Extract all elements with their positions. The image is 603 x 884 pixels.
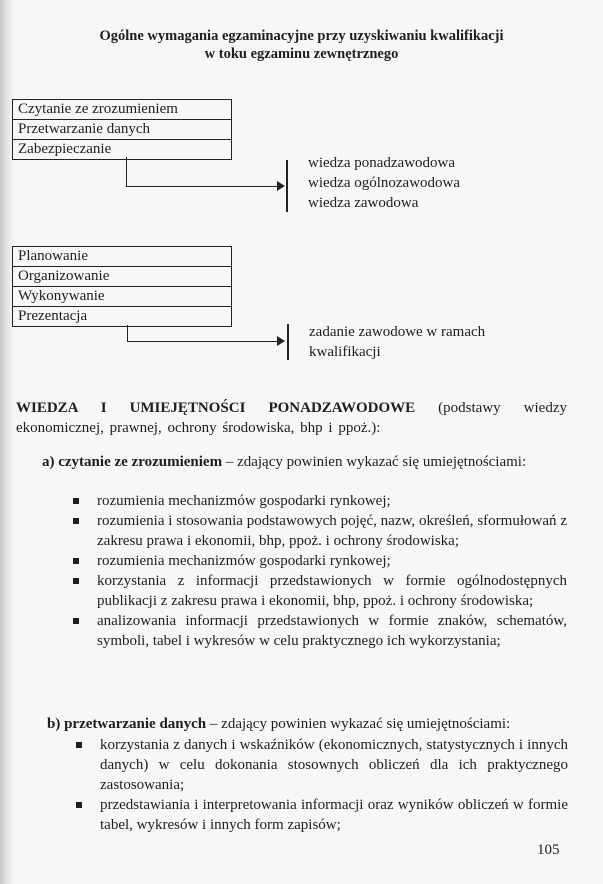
list-item: rozumienia mechanizmów gospodarki rynkowej; [73, 491, 567, 511]
skill-processing: Przetwarzanie danych [13, 120, 231, 140]
step-presenting: Prezentacja [18, 308, 88, 324]
list-item: przedstawiania i interpretowania informacji oraz wyników obliczeń w formie tabel, wykresów i innych form zapisów; [76, 795, 568, 835]
list-item: korzystania z danych i wskaźników (ekonomicznych, statystycznych i innych danych) w celu dokonania stosownych obliczeń dla ich praktycznego zastosowania; [76, 735, 568, 795]
connector-horizontal-2 [127, 341, 278, 342]
subsection-a-label: a) czytanie ze zrozumieniem [42, 454, 223, 470]
skill-securing: Zabezpieczanie [18, 141, 112, 157]
target-knowledge-1: wiedza ponadzawodowa [308, 155, 456, 171]
subsection-b-label: b) przetwarzanie danych [47, 716, 207, 732]
skills-box-1 [12, 99, 232, 160]
list-item: korzystania z informacji przedstawionych w formie ogólnodostępnych publikacji z zakresu prawa i ekonomii, bhp, ppoż. i ochrony środowiska; [73, 571, 567, 611]
skill-reading: Czytanie ze zrozumieniem [13, 100, 231, 120]
subsection-a-list [73, 491, 567, 651]
target-task-line-2: kwalifikacji [309, 344, 381, 360]
subsection-b-heading [47, 714, 572, 734]
section-title-bold: WIEDZA I UMIEJĘTNOŚCI PONADZAWODOWE [16, 400, 416, 416]
step-executing: Wykonywanie [13, 287, 231, 307]
subsection-a-intro: – zdający powinien wykazać się umiejętnościami: [222, 454, 527, 470]
step-organizing: Organizowanie [13, 267, 231, 287]
step-planning: Planowanie [13, 247, 231, 267]
subsection-b-list [76, 735, 568, 835]
subsection-b-intro: – zdający powinien wykazać się umiejętnościami: [206, 716, 511, 732]
list-item: rozumienia i stosowania podstawowych pojęć, nazw, określeń, sformułowań z zakresu prawa i ekonomii, bhp, ppoż. i ochrony środowiska; [73, 511, 567, 551]
arrow-head-2 [277, 336, 285, 346]
target-bar-1 [286, 160, 288, 212]
target-knowledge-2: wiedza ogólnozawodowa [308, 175, 461, 191]
list-item: analizowania informacji przedstawionych w formie znaków, schematów, symboli, tabel i wykresów w celu praktycznego ich wykorzystania; [73, 611, 567, 651]
arrow-head-1 [277, 181, 285, 191]
heading-line-2: w toku egzaminu zewnętrznego [204, 46, 399, 62]
connector-horizontal-1 [126, 186, 278, 187]
section-title [16, 398, 567, 438]
target-knowledge-3: wiedza zawodowa [308, 195, 419, 211]
heading-line-1: Ogólne wymagania egzaminacyjne przy uzyskiwaniu kwalifikacji [99, 28, 504, 44]
skills-box-2 [12, 246, 232, 327]
subsection-a-heading [42, 452, 588, 472]
target-task-line-1: zadanie zawodowe w ramach [309, 324, 486, 340]
list-item: rozumienia mechanizmów gospodarki rynkowej; [73, 551, 567, 571]
page-number: 105 [537, 842, 560, 858]
section-title-rest: (podstawy wiedzy ekonomicznej, prawnej, ochrony środowiska, bhp i ppoż.): [16, 400, 567, 436]
connector-vertical-2 [127, 325, 128, 342]
connector-vertical-1 [126, 157, 127, 187]
target-bar-2 [287, 324, 289, 360]
